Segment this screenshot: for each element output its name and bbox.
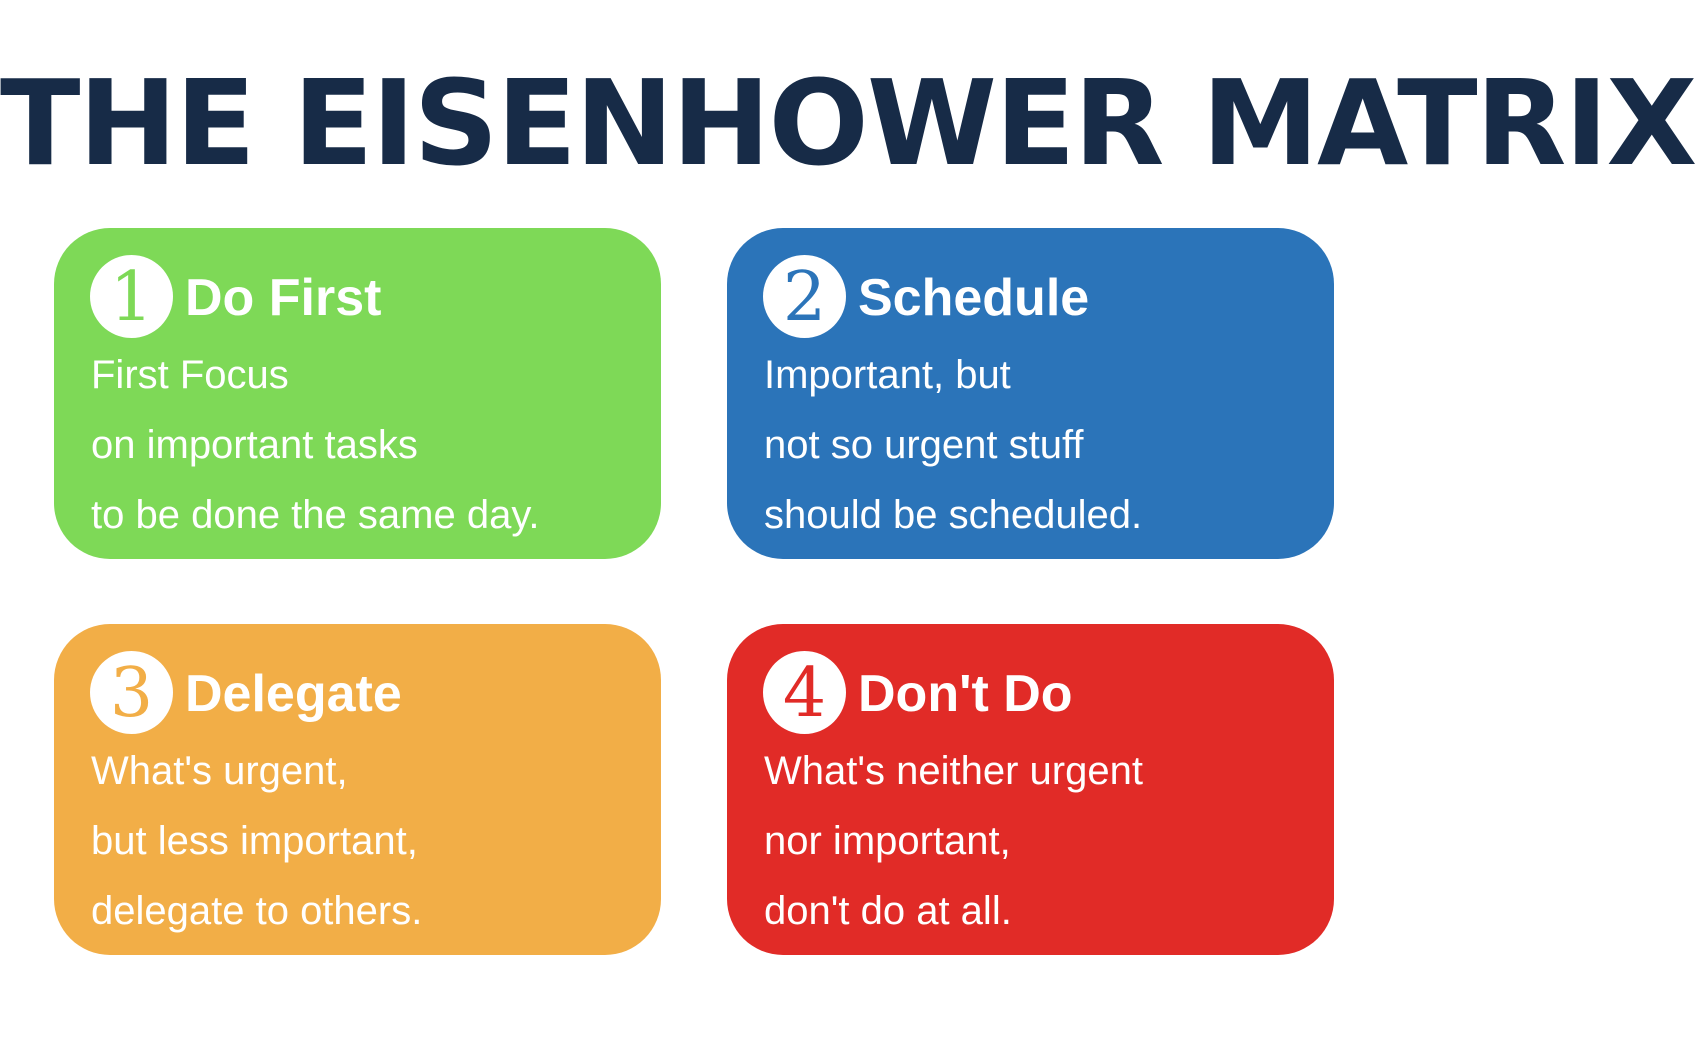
- number-badge-2: 2: [763, 255, 846, 338]
- number-badge-4: 4: [763, 651, 846, 734]
- quadrant-delegate: [54, 624, 661, 955]
- quadrant-title-delegate: Delegate: [185, 665, 402, 723]
- description-line: not so urgent stuff: [764, 423, 1084, 467]
- quadrant-title-dont-do: Don't Do: [858, 665, 1073, 723]
- description-line: Important, but: [764, 353, 1011, 397]
- description-line: should be scheduled.: [764, 493, 1143, 537]
- description-line: on important tasks: [91, 423, 418, 467]
- quadrant-title-schedule: Schedule: [858, 269, 1090, 327]
- quadrant-dont-do: [727, 624, 1334, 955]
- quadrant-description-do-first: [91, 340, 651, 550]
- quadrant-do-first: [54, 228, 661, 559]
- description-line: don't do at all.: [764, 889, 1012, 933]
- description-line: What's neither urgent: [764, 749, 1143, 793]
- number-badge-3: 3: [90, 651, 173, 734]
- description-line: First Focus: [91, 353, 289, 397]
- quadrant-description-delegate: [91, 736, 651, 946]
- description-line: What's urgent,: [91, 749, 348, 793]
- description-line: but less important,: [91, 819, 418, 863]
- quadrant-description-dont-do: [764, 736, 1324, 946]
- quadrant-schedule: [727, 228, 1334, 559]
- quadrant-title-do-first: Do First: [185, 269, 382, 327]
- description-line: nor important,: [764, 819, 1011, 863]
- page-title: THE EISENHOWER MATRIX: [0, 54, 1695, 192]
- description-line: to be done the same day.: [91, 493, 540, 537]
- number-badge-1: 1: [90, 255, 173, 338]
- quadrant-description-schedule: [764, 340, 1324, 550]
- description-line: delegate to others.: [91, 889, 423, 933]
